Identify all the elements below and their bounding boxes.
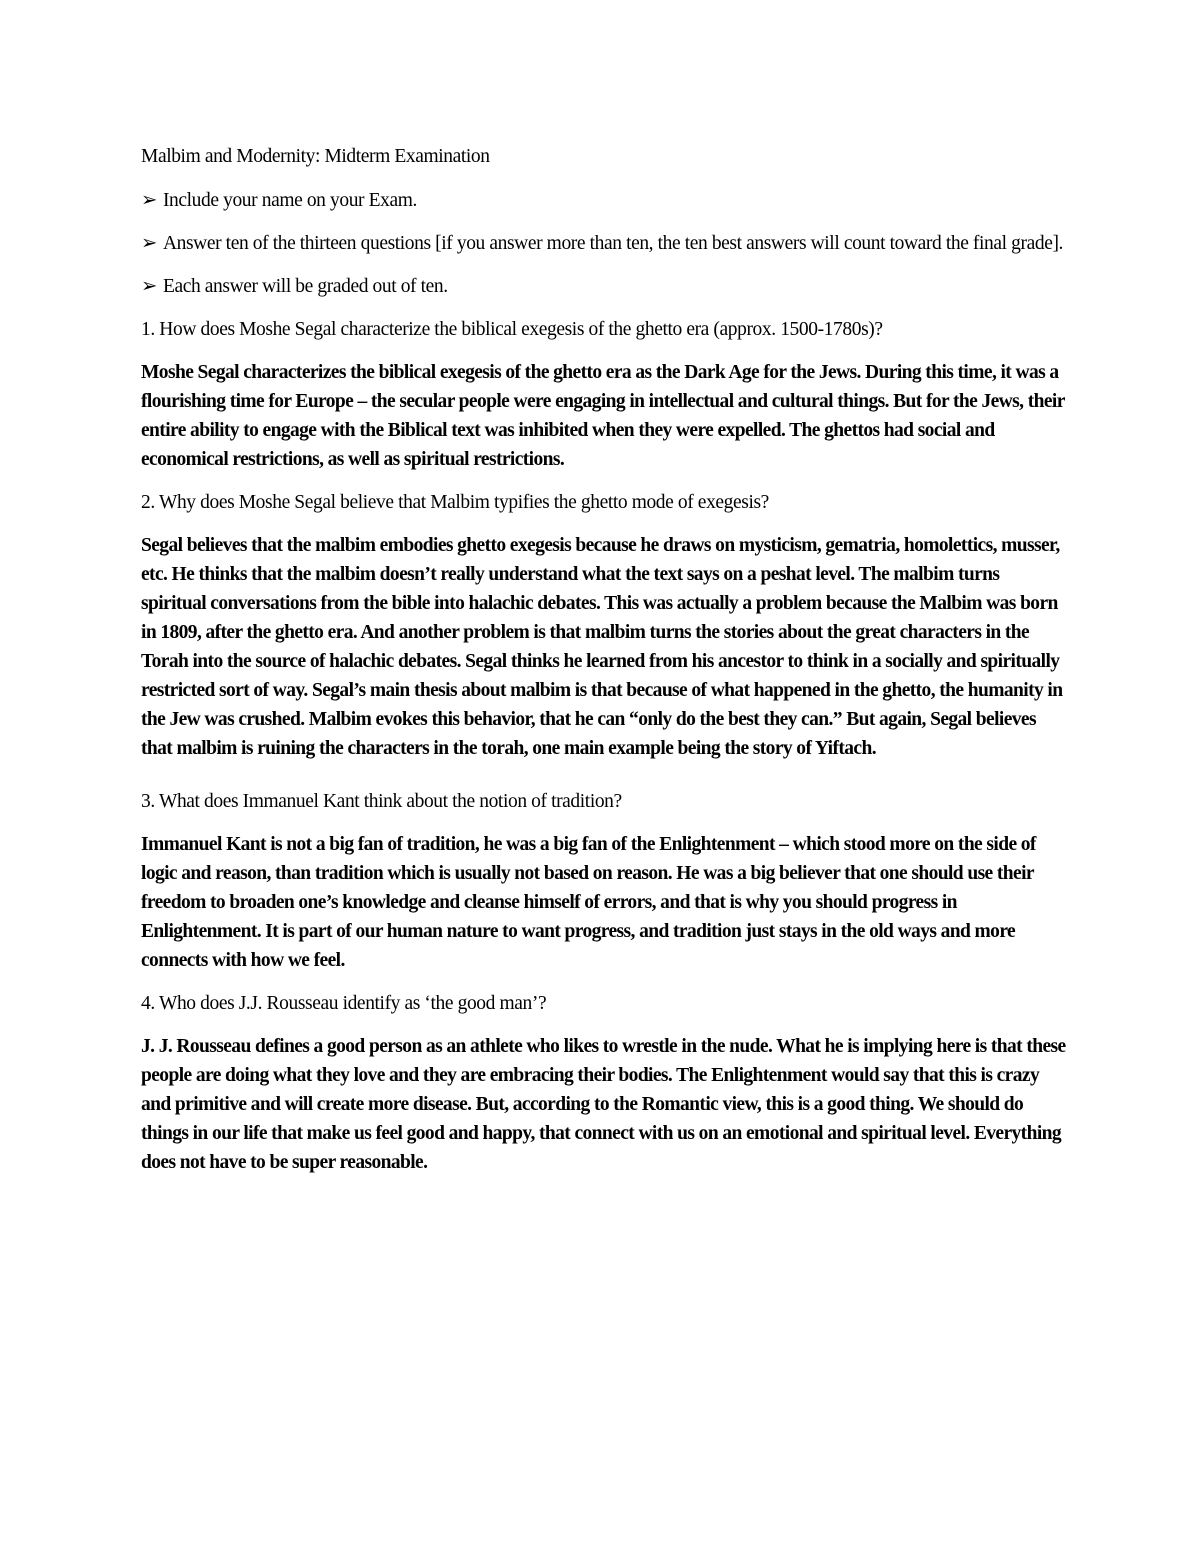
instruction-text: Answer ten of the thirteen questions [if you answer more than ten, the ten best answers will count toward the final grade]. (162, 233, 1064, 254)
bullet-arrow-icon: ➢ (141, 233, 157, 254)
answer-text: Moshe Segal characterizes the biblical exegesis of the ghetto era as the Dark Age for the Jews. During this time, it was a flourishing time for Europe – the secular people were engaging in intellectual and cultural things. But for the Jews, their entire ability to engage with the Biblical text was inhibited when they were expelled. The ghettos had social and economical restrictions, as well as spiritual restrictions. (141, 362, 1065, 470)
answer-text: J. J. Rousseau defines a good person as an athlete who likes to wrestle in the nude. What he is implying here is that these people are doing what they love and they are embracing their bodies. The Enlightenment would say that this is crazy and primitive and will create more disease. But, according to the Romantic view, this is a good thing. We should do things in our life that make us feel good and happy, that connect with us on an emotional and spiritual level. Everything does not have to be super reasonable. (141, 1036, 1066, 1173)
instruction-item (141, 186, 1066, 215)
instruction-text: Include your name on your Exam. (162, 190, 417, 211)
instruction-item (141, 272, 1066, 301)
question-text: 2. Why does Moshe Segal believe that Malbim typifies the ghetto mode of exegesis? (141, 492, 769, 513)
bullet-arrow-icon: ➢ (141, 190, 157, 211)
instruction-item (141, 229, 1066, 258)
question-text: 4. Who does J.J. Rousseau identify as ‘the good man’? (141, 993, 547, 1014)
question-text: 3. What does Immanuel Kant think about the notion of tradition? (141, 791, 622, 812)
answer-text: Immanuel Kant is not a big fan of tradition, he was a big fan of the Enlightenment – which stood more on the side of logic and reason, than tradition which is usually not based on reason. He was a big believer that one should use their freedom to broaden one’s knowledge and cleanse himself of errors, and that is why you should progress in Enlightenment. It is part of our human nature to want progress, and tradition just stays in the old ways and more connects with how we feel. (141, 834, 1036, 971)
question-text: 1. How does Moshe Segal characterize the biblical exegesis of the ghetto era (approx. 1500-1780s)? (141, 319, 883, 340)
instruction-text: Each answer will be graded out of ten. (162, 276, 448, 297)
bullet-arrow-icon: ➢ (141, 276, 157, 297)
document-title: Malbim and Modernity: Midterm Examination (141, 146, 490, 167)
document-page (141, 142, 1066, 1191)
answer-text: Segal believes that the malbim embodies ghetto exegesis because he draws on mysticism, gematria, homolettics, musser, etc. He thinks that the malbim doesn’t really understand what the text says on a peshat level. The malbim turns spiritual conversations from the bible into halachic debates. This was actually a problem because the Malbim was born in 1809, after the ghetto era. And another problem is that malbim turns the stories about the great characters in the Torah into the source of halachic debates. Segal thinks he learned from his ancestor to think in a socially and spiritually restricted sort of way. Segal’s main thesis about malbim is that because of what happened in the ghetto, the humanity in the Jew was crushed. Malbim evokes this behavior, that he can “only do the best they can.” But again, Segal believes that malbim is ruining the characters in the torah, one main example being the story of Yiftach. (141, 535, 1063, 759)
